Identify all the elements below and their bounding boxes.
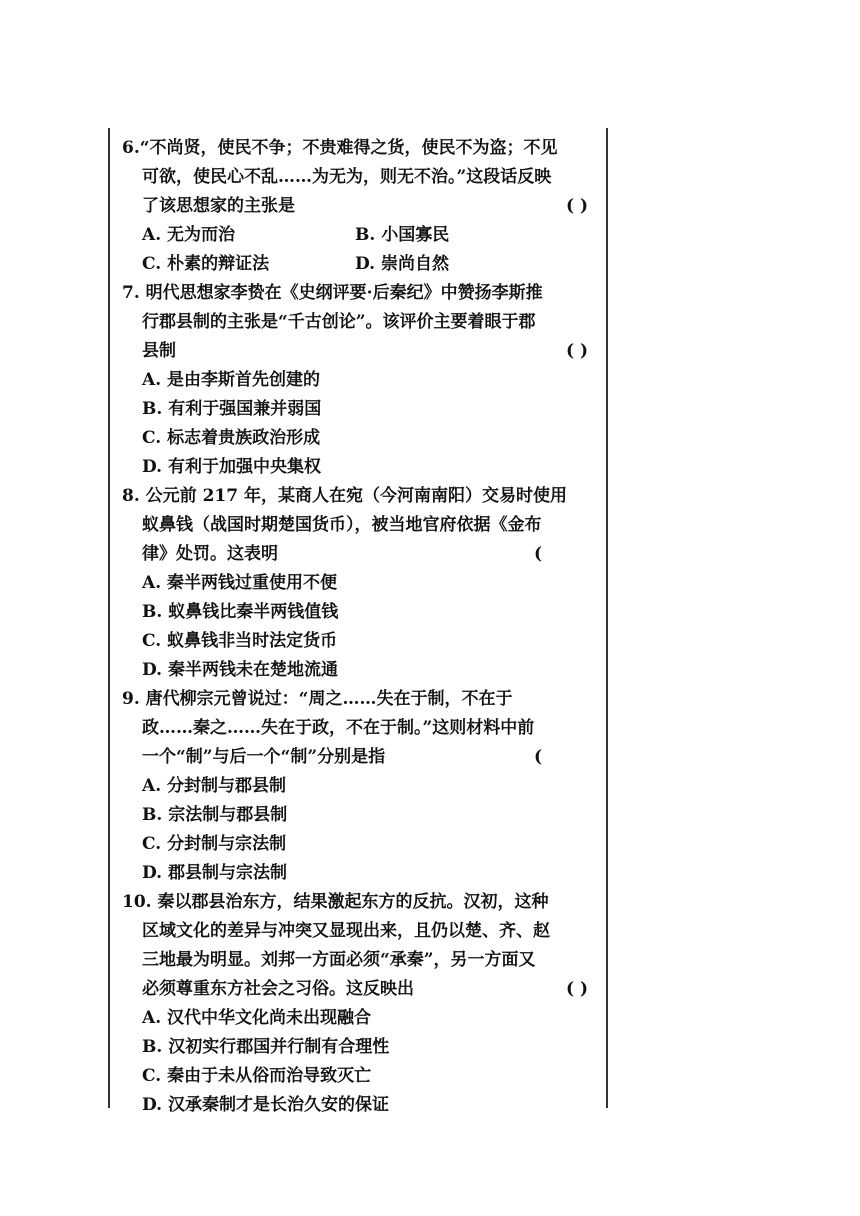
question-7-line-1: 7. 明代思想家李贽在《史纲评要·后秦纪》中赞扬李斯推 xyxy=(122,283,543,303)
question-10-answer-paren[interactable]: ( ) xyxy=(565,979,588,999)
question-7-option-b[interactable]: B. 有利于强国兼并弱国 xyxy=(142,399,322,419)
question-7-option-c[interactable]: C. 标志着贵族政治形成 xyxy=(142,428,321,448)
question-10-option-d[interactable]: D. 汉承秦制才是长治久安的保证 xyxy=(142,1095,389,1115)
question-6-line-3-text: 了该思想家的主张是 xyxy=(142,196,295,216)
question-8-line-2: 蚁鼻钱（战国时期楚国货币），被当地官府依据《金布 xyxy=(142,515,542,535)
question-9-option-c[interactable]: C. 分封制与宗法制 xyxy=(142,834,287,854)
question-10-option-a[interactable]: A. 汉代中华文化尚未出现融合 xyxy=(142,1008,372,1028)
question-10-option-b[interactable]: B. 汉初实行郡国并行制有合理性 xyxy=(142,1037,390,1057)
question-10-line-2: 区域文化的差异与冲突又显现出来，且仍以楚、齐、赵 xyxy=(142,921,550,941)
question-6-option-a[interactable]: A. 无为而治 xyxy=(142,225,236,245)
question-8-answer-paren[interactable]: ( xyxy=(533,544,542,564)
question-8-option-d[interactable]: D. 秦半两钱未在楚地流通 xyxy=(142,660,338,680)
question-6-option-c[interactable]: C. 朴素的辩证法 xyxy=(142,254,270,274)
question-6-options xyxy=(122,221,598,279)
question-6-line-1: 6.“不尚贤，使民不争；不贵难得之货，使民不为盗；不见 xyxy=(122,138,558,158)
question-10-options xyxy=(122,1004,598,1120)
question-list xyxy=(122,134,598,1120)
question-7 xyxy=(122,279,598,482)
question-6-line-3 xyxy=(122,192,598,221)
question-9-options xyxy=(122,772,598,888)
question-8-option-c[interactable]: C. 蚁鼻钱非当时法定货币 xyxy=(142,631,338,651)
question-8-option-a[interactable]: A. 秦半两钱过重使用不便 xyxy=(142,573,338,593)
question-9-line-3-text: 一个“制”与后一个“制”分别是指 xyxy=(142,747,386,767)
question-10-line-4-text: 必须尊重东方社会之习俗。这反映出 xyxy=(142,979,414,999)
question-8-options xyxy=(122,569,598,685)
question-7-line-3 xyxy=(122,337,598,366)
question-9 xyxy=(122,685,598,888)
question-6 xyxy=(122,134,598,279)
question-9-option-b[interactable]: B. 宗法制与郡县制 xyxy=(142,805,288,825)
question-10-option-c[interactable]: C. 秦由于未从俗而治导致灭亡 xyxy=(142,1066,372,1086)
question-6-answer-paren[interactable]: ( ) xyxy=(565,196,588,216)
question-6-option-d[interactable]: D. 崇尚自然 xyxy=(355,254,449,274)
question-7-option-a[interactable]: A. 是由李斯首先创建的 xyxy=(142,370,321,390)
question-6-option-b[interactable]: B. 小国寡民 xyxy=(355,225,450,245)
question-7-line-2: 行郡县制的主张是“千古创论”。该评价主要着眼于郡 xyxy=(142,312,536,332)
question-9-option-d[interactable]: D. 郡县制与宗法制 xyxy=(142,863,287,883)
question-7-options xyxy=(122,366,598,482)
question-7-answer-paren[interactable]: ( ) xyxy=(565,341,588,361)
question-9-line-3 xyxy=(122,743,598,772)
question-8-option-b[interactable]: B. 蚁鼻钱比秦半两钱值钱 xyxy=(142,602,339,622)
question-8-line-3 xyxy=(122,540,598,569)
question-7-option-d[interactable]: D. 有利于加强中央集权 xyxy=(142,457,321,477)
question-10 xyxy=(122,888,598,1120)
question-10-line-4 xyxy=(122,975,598,1004)
question-9-answer-paren[interactable]: ( xyxy=(533,747,542,767)
question-6-line-2: 可欲，使民心不乱……为无为，则无不治。”这段话反映 xyxy=(142,167,552,187)
question-8 xyxy=(122,482,598,685)
question-10-line-3: 三地最为明显。刘邦一方面必须“承秦”，另一方面又 xyxy=(142,950,536,970)
question-8-line-1: 8. 公元前 217 年，某商人在宛（今河南南阳）交易时使用 xyxy=(122,486,567,506)
question-9-option-a[interactable]: A. 分封制与郡县制 xyxy=(142,776,287,796)
question-9-line-2: 政……秦之……失在于政，不在于制。”这则材料中前 xyxy=(142,718,535,738)
question-10-line-1: 10. 秦以郡县治东方，结果激起东方的反抗。汉初，这种 xyxy=(122,892,549,912)
question-8-line-3-text: 律》处罚。这表明 xyxy=(142,544,278,564)
question-7-line-3-text: 县制 xyxy=(142,341,176,361)
question-9-line-1: 9. 唐代柳宗元曾说过：“周之……失在于制，不在于 xyxy=(122,689,513,709)
